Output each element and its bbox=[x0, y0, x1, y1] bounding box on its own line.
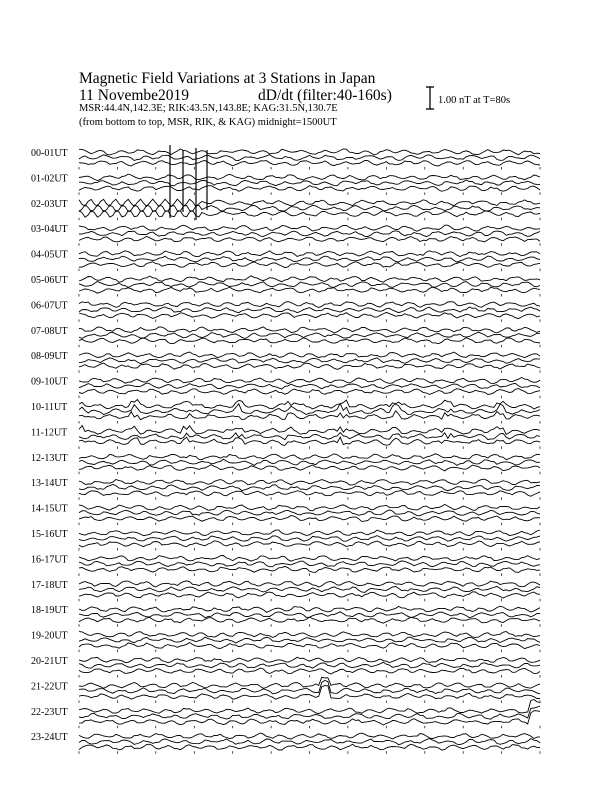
trace-rik bbox=[79, 404, 540, 415]
row-label: 05-06UT bbox=[31, 275, 68, 286]
row-label: 07-08UT bbox=[31, 325, 68, 337]
trace-rik bbox=[79, 662, 540, 668]
trace-kag bbox=[79, 426, 540, 435]
trace-msr bbox=[79, 592, 540, 598]
trace-rik bbox=[79, 307, 540, 313]
row-label: 02-03UT bbox=[31, 198, 68, 210]
trace-msr bbox=[79, 566, 540, 572]
trace-msr bbox=[79, 186, 540, 192]
trace-rik bbox=[79, 681, 540, 694]
trace-rik bbox=[79, 586, 540, 592]
trace-rik bbox=[79, 256, 540, 262]
trace-msr bbox=[79, 617, 540, 623]
row-label: 14-15UT bbox=[31, 503, 68, 515]
trace-msr bbox=[79, 262, 540, 268]
trace-msr bbox=[79, 491, 540, 497]
trace-rik bbox=[79, 180, 540, 186]
trace-rik bbox=[79, 706, 540, 719]
row-label: 18-19UT bbox=[31, 605, 68, 617]
row-label: 16-17UT bbox=[31, 554, 68, 566]
trace-rik bbox=[79, 536, 540, 542]
trace-rik bbox=[79, 561, 540, 567]
row-label: 21-22UT bbox=[31, 681, 68, 693]
trace-rik bbox=[79, 510, 540, 516]
trace-msr bbox=[79, 437, 540, 445]
trace-kag bbox=[79, 479, 540, 485]
trace-kag bbox=[79, 352, 540, 358]
trace-rik bbox=[79, 433, 540, 440]
date-label: 11 Novembe2019 bbox=[79, 87, 190, 104]
trace-msr bbox=[79, 312, 540, 318]
trace-rik bbox=[79, 205, 540, 212]
trace-rik bbox=[79, 637, 540, 643]
trace-msr bbox=[79, 236, 540, 242]
trace-rik bbox=[79, 155, 540, 161]
trace-rik bbox=[79, 459, 540, 465]
trace-msr bbox=[79, 287, 540, 293]
trace-kag bbox=[79, 454, 540, 460]
trace-msr bbox=[79, 210, 540, 217]
trace-rik bbox=[79, 332, 540, 338]
row-label: 12-13UT bbox=[31, 452, 68, 464]
trace-group bbox=[79, 145, 540, 754]
row-label: 04-05UT bbox=[31, 249, 68, 261]
trace-msr bbox=[79, 338, 540, 344]
station-coordinates: MSR:44.4N,142.3E; RIK:43.5N,143.8E; KAG:31.5N,130.7E bbox=[79, 103, 338, 114]
trace-rik bbox=[79, 231, 540, 237]
trace-kag bbox=[79, 632, 540, 638]
trace-msr bbox=[79, 411, 540, 420]
trace-rik bbox=[79, 739, 540, 745]
row-label: 20-21UT bbox=[31, 656, 68, 667]
trace-kag bbox=[79, 174, 540, 180]
trace-rik bbox=[79, 612, 540, 618]
trace-msr bbox=[79, 668, 540, 674]
trace-kag bbox=[79, 504, 540, 510]
trace-kag bbox=[79, 276, 540, 282]
trace-msr bbox=[79, 389, 540, 395]
trace-msr bbox=[79, 541, 540, 547]
trace-kag bbox=[79, 302, 540, 308]
trace-msr bbox=[79, 686, 540, 700]
row-label: 13-14UT bbox=[31, 478, 68, 490]
row-label: 08-09UT bbox=[31, 351, 68, 363]
trace-kag bbox=[79, 677, 540, 688]
trace-msr bbox=[79, 363, 540, 369]
trace-kag bbox=[79, 149, 540, 155]
row-label: 19-20UT bbox=[31, 630, 68, 642]
row-label: 17-18UT bbox=[31, 579, 68, 591]
mode-label: dD/dt (filter:40-160s) bbox=[258, 87, 392, 104]
trace-kag bbox=[79, 251, 540, 257]
row-label: 01-02UT bbox=[31, 173, 68, 185]
trace-rik bbox=[79, 485, 540, 491]
trace-msr bbox=[79, 744, 540, 750]
trace-rik bbox=[79, 358, 540, 364]
trace-kag bbox=[79, 606, 540, 612]
trace-kag bbox=[79, 327, 540, 333]
row-label: 06-07UT bbox=[31, 300, 68, 312]
row-label: 10-11UT bbox=[31, 402, 68, 413]
trace-kag bbox=[79, 581, 540, 587]
row-label: 22-23UT bbox=[31, 706, 68, 718]
chart-title: Magnetic Field Variations at 3 Stations in Japan bbox=[79, 70, 376, 87]
trace-rik bbox=[79, 282, 540, 288]
row-label-group bbox=[31, 148, 68, 743]
trace-msr bbox=[79, 161, 540, 167]
trace-rik bbox=[79, 383, 540, 389]
trace-kag bbox=[79, 733, 540, 739]
trace-kag bbox=[79, 556, 540, 562]
row-label: 15-16UT bbox=[31, 529, 68, 540]
trace-kag bbox=[79, 225, 540, 231]
trace-kag bbox=[79, 657, 540, 663]
row-label: 03-04UT bbox=[31, 224, 68, 236]
scale-label: 1.00 nT at T=80s bbox=[438, 95, 511, 106]
row-label: 11-12UT bbox=[31, 427, 68, 439]
station-order-note: (from bottom to top, MSR, RIK, & KAG) midnight=1500UT bbox=[79, 117, 337, 128]
trace-kag bbox=[79, 530, 540, 536]
trace-msr bbox=[79, 643, 540, 649]
trace-kag bbox=[79, 378, 540, 384]
trace-msr bbox=[79, 465, 540, 471]
trace-kag bbox=[79, 400, 540, 410]
row-label: 00-01UT bbox=[31, 148, 68, 159]
row-label: 09-10UT bbox=[31, 376, 68, 388]
trace-msr bbox=[79, 516, 540, 522]
trace-msr bbox=[79, 711, 540, 725]
row-label: 23-24UT bbox=[31, 732, 68, 744]
